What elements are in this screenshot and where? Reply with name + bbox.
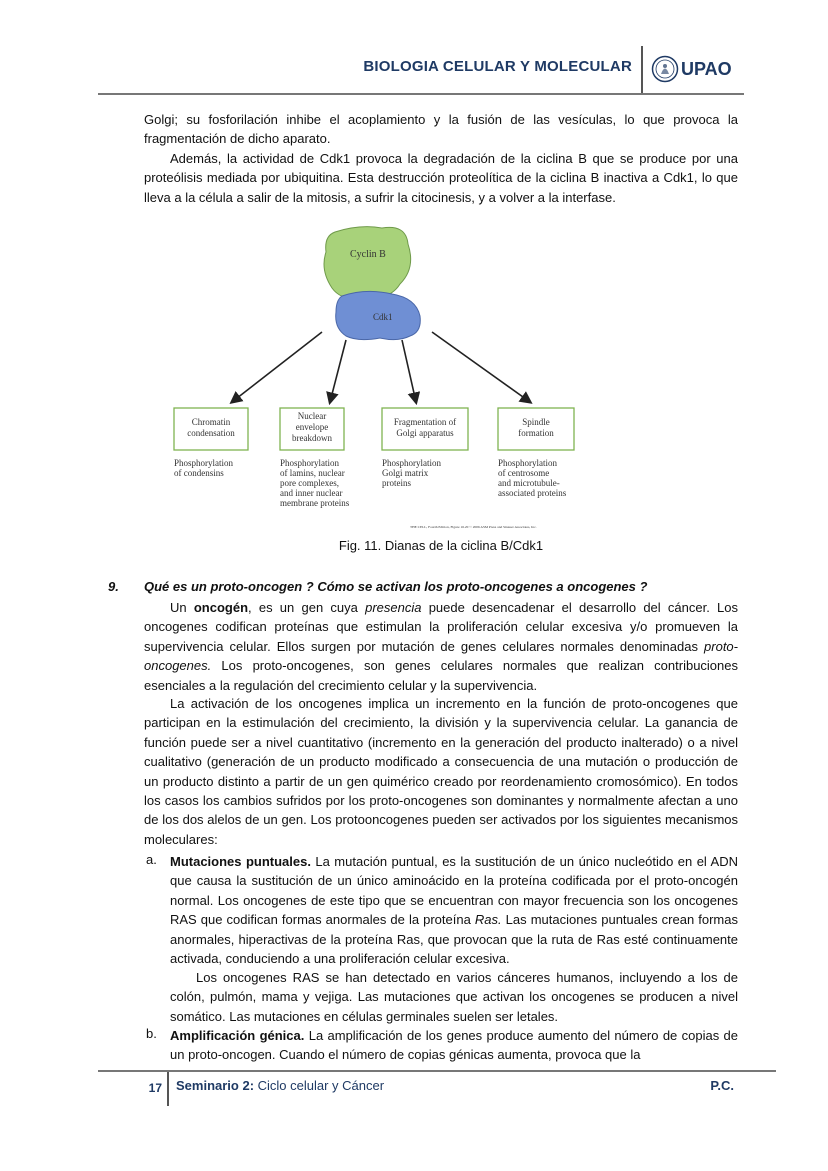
desc-3-line-1: Phosphorylation	[382, 458, 442, 468]
question-number: 9.	[108, 579, 119, 594]
target-box-4	[498, 408, 574, 450]
item-b-gene-amplification	[170, 1026, 738, 1065]
paragraph-golgi: Golgi; su fosforilación inhibe el acoplamiento y la fusión de las vesículas, lo que provoca la fragmentación de dicho aparato.	[144, 112, 738, 147]
desc-2-line-2: of lamins, nuclear	[280, 468, 345, 478]
item-b-text: La amplificación de los genes produce aumento del número de copias de un proto-oncogen. Cuando el número de copias génicas aumenta, provoca que la	[170, 1028, 738, 1063]
item-a-term-ras: Ras.	[474, 912, 502, 928]
cyclin-cdk1-figure	[170, 222, 590, 534]
box-1-description	[174, 458, 234, 478]
cdk1-label: Cdk1	[373, 312, 393, 322]
p3-term-oncogen: oncogén	[193, 600, 249, 615]
paragraph-oncogene-definition	[144, 598, 738, 695]
footer-divider-vertical	[167, 1072, 169, 1106]
figure-credit: THE CELL, Fourth Edition, Figure 16.20 © 2006 ASM Press and Sinauer Associates, Inc.	[410, 525, 537, 529]
p3-term-presencia: presencia	[365, 600, 422, 615]
cyclin-b-label: Cyclin B	[350, 249, 386, 260]
desc-3-line-2: Golgi matrix	[382, 468, 429, 478]
desc-2-line-3: pore complexes,	[280, 478, 339, 488]
box-3-line-2: Golgi apparatus	[396, 428, 454, 438]
box-3-description	[382, 458, 442, 488]
question-title: Qué es un proto-oncogen ? Cómo se activan los proto-oncogenes a oncogenes ?	[144, 579, 648, 594]
target-box-2	[280, 408, 344, 450]
p3-text-4: Los proto-oncogenes, son genes celulares normales que realizan contribuciones esenciales a la regulación del crecimiento celular y la supervivencia.	[144, 658, 738, 693]
item-a-text-1: La mutación puntual, es la sustitución de un único nucleótido en el ADN que causa la sustitución de un único aminoácido en la proteína codificada por el proto-oncogén normal. Los oncogenes de este tipo que se encuentran con mayor frecuencia son los oncogenes RAS que codifican formas anormales de la proteína	[170, 854, 738, 928]
desc-4-line-3: and microtubule-	[498, 478, 560, 488]
desc-4-line-2: of centrosome	[498, 468, 550, 478]
box-2-line-2: envelope	[295, 422, 329, 432]
paragraph-cdk1-degradation: Además, la actividad de Cdk1 provoca la degradación de la ciclina B que se produce por una proteólisis mediada por ubiquitina. Esta destrucción proteolítica de la ciclina B inactiva a Cdk1, lo que lleva a la célula a salir de la mitosis, a sufrir la citocinesis, y a volver a la interfase.	[144, 151, 738, 205]
footer-divider	[98, 1070, 776, 1072]
target-box-3	[382, 408, 468, 450]
box-3-line-1: Fragmentation of	[393, 417, 457, 427]
footer-seminar	[176, 1078, 384, 1093]
item-a-title: Mutaciones puntuales.	[170, 854, 311, 869]
item-a-label: a.	[146, 852, 157, 867]
desc-1-line-1: Phosphorylation	[174, 458, 234, 468]
footer-initials: P.C.	[710, 1078, 734, 1093]
item-b-title: Amplificación génica.	[170, 1028, 305, 1043]
box-2-description	[280, 458, 350, 508]
desc-1-line-2: of condensins	[174, 468, 224, 478]
box-2-line-1: Nuclear	[297, 411, 327, 421]
seal-icon	[651, 55, 679, 83]
footer-seminar-label: Seminario 2:	[176, 1078, 255, 1093]
box-4-line-2: formation	[518, 428, 554, 438]
desc-2-line-1: Phosphorylation	[280, 458, 340, 468]
arrow-4	[432, 332, 530, 402]
upao-logo	[651, 53, 741, 85]
item-a-ras-cancers: Los oncogenes RAS se han detectado en varios cánceres humanos, incluyendo a los de colón, pulmón, mama y vejiga. Las mutaciones que activan los oncogenes se producen a nivel somático. Las mutaciones en células germinales suelen ser letales.	[170, 970, 738, 1024]
arrow-3	[402, 340, 416, 402]
box-4-description	[498, 458, 567, 498]
arrow-1	[232, 332, 322, 402]
desc-3-line-3: proteins	[382, 478, 411, 488]
p3-text-2: , es un gen cuya	[248, 600, 366, 615]
footer-seminar-title: Ciclo celular y Cáncer	[254, 1078, 385, 1093]
box-1-line-1: Chromatin	[191, 417, 231, 427]
desc-2-line-5: membrane proteins	[280, 498, 350, 508]
header-title: BIOLOGIA CELULAR Y MOLECULAR	[363, 58, 632, 75]
page-number: 17	[148, 1081, 162, 1095]
p3-text-3: puede desencadenar el desarrollo del cáncer. Los oncogenes codifican proteínas que estimulan la proliferación celular excesiva y/o promueven la supervivencia celular. Ellos surgen por mutación de genes celulares normales denominadas	[144, 600, 738, 654]
box-2-line-3: breakdown	[292, 433, 332, 443]
header-divider	[98, 93, 744, 95]
box-4-line-1: Spindle	[522, 417, 550, 427]
p3-text-1: Un	[170, 600, 194, 615]
cyclin-b-shape	[324, 227, 411, 299]
desc-4-line-1: Phosphorylation	[498, 458, 558, 468]
header-divider-vertical	[641, 46, 643, 94]
arrow-2	[330, 340, 346, 402]
figure-caption: Fig. 11. Dianas de la ciclina B/Cdk1	[338, 538, 544, 553]
desc-2-line-4: and inner nuclear	[280, 488, 343, 498]
item-a-text-2: Las mutaciones puntuales crean formas anormales, hiperactivas de la proteína Ras, que provocan que la ruta de Ras esté continuamente activada, conduciendo a una proliferación celular excesiva.	[170, 912, 738, 967]
box-1-line-2: condensation	[187, 428, 235, 438]
target-box-1	[174, 408, 248, 450]
item-a-point-mutations	[170, 852, 738, 968]
desc-4-line-4: associated proteins	[498, 488, 567, 498]
item-b-label: b.	[146, 1026, 157, 1041]
logo-text: UPAO	[681, 58, 732, 79]
p3-term-proto-oncogenes: proto-oncogenes.	[144, 638, 738, 674]
paragraph-oncogene-activation: La activación de los oncogenes implica un incremento en la función de proto-oncogenes que participan en la estimulación del crecimiento, la división y la supervivencia celular. La ganancia de función puede ser a nivel cuantitativo (incremento en la generación del producto inalterado) o a nivel cualitativo (generación de un producto modificado a consecuencia de una mutación o producción de un producto distinto a partir de un gen quimérico creado por reordenamiento cromosómico). En todos los casos los cambios sufridos por los proto-oncogenes son dominantes y normalmente afectan a uno de los dos alelos de un gen. Los protooncogenes pueden ser activados por los siguientes mecanismos moleculares:	[144, 696, 738, 847]
